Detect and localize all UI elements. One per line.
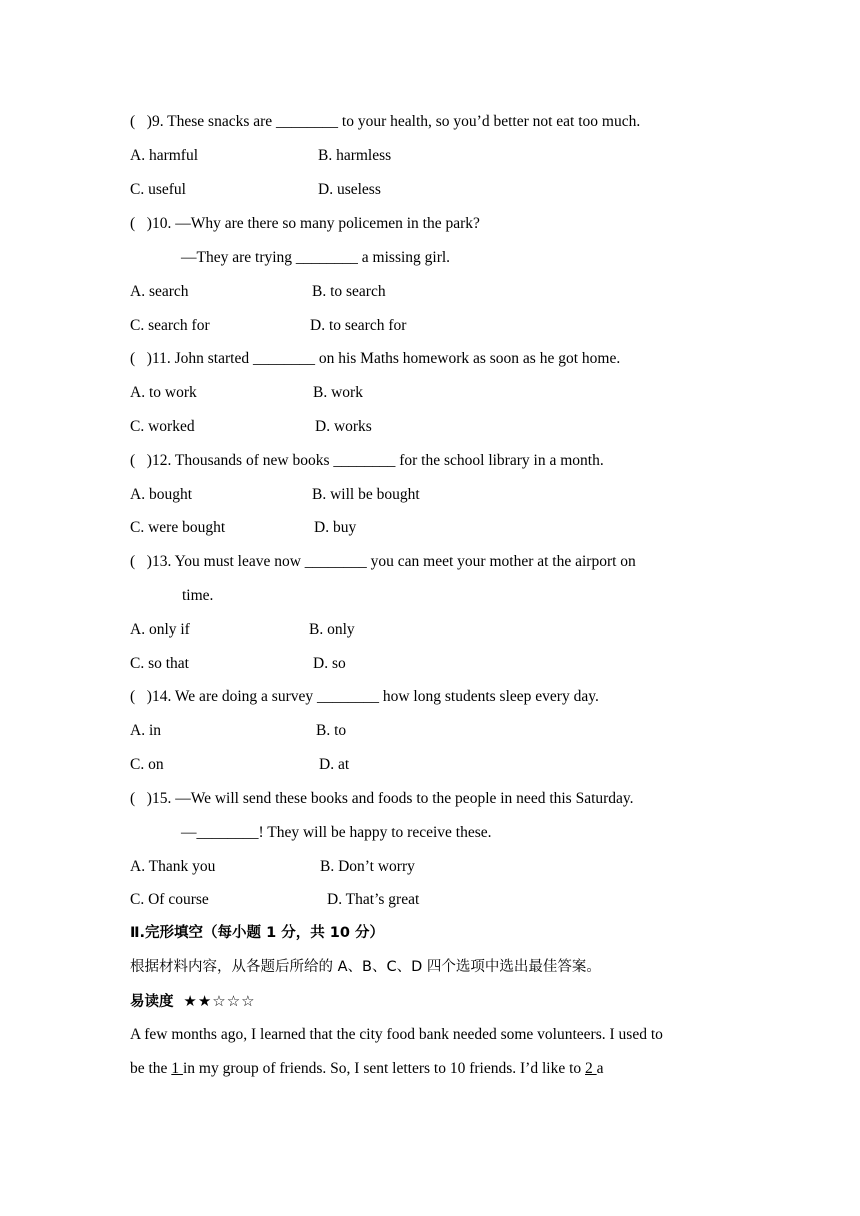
- blank-1: 1: [171, 1060, 183, 1077]
- q10-option-a: A. search: [130, 283, 189, 300]
- question-10-stem: ( )10. —Why are there so many policemen in the park?: [130, 215, 480, 232]
- q13-option-b: B. only: [309, 621, 355, 638]
- difficulty-row: [130, 991, 256, 1012]
- passage-line-2: [130, 1059, 604, 1079]
- q14-option-d: D. at: [319, 756, 350, 773]
- q11-option-d: D. works: [315, 418, 372, 435]
- question-13-stem: ( )13. You must leave now ________ you can meet your mother at the airport on: [130, 553, 636, 570]
- passage-text-c: a: [596, 1060, 604, 1077]
- q13-option-c: C. so that: [130, 655, 189, 672]
- q9-option-a: A. harmful: [130, 147, 199, 164]
- q13-option-d: D. so: [313, 655, 346, 672]
- section-2-instruction: 根据材料内容，从各题后所给的 A、B、C、D 四个选项中选出最佳答案。: [130, 959, 601, 975]
- q11-option-c: C. worked: [130, 418, 195, 435]
- passage-text-b: in my group of friends. So, I sent letters to 10 friends. I’d like to: [182, 1060, 586, 1077]
- question-11-stem: ( )11. John started ________ on his Maths homework as soon as he got home.: [130, 350, 621, 367]
- passage-line-1: A few months ago, I learned that the city food bank needed some volunteers. I used to: [130, 1026, 663, 1043]
- q15-option-a: A. Thank you: [130, 858, 216, 875]
- q14-option-a: A. in: [130, 722, 161, 739]
- question-10-stem-line2: —They are trying ________ a missing girl.: [181, 249, 451, 266]
- q15-option-d: D. That’s great: [327, 891, 420, 908]
- q15-option-b: B. Don’t worry: [320, 858, 415, 875]
- question-9-stem: ( )9. These snacks are ________ to your health, so you’d better not eat too much.: [130, 113, 641, 130]
- q10-option-b: B. to search: [312, 283, 386, 300]
- q11-option-a: A. to work: [130, 384, 197, 401]
- q9-option-d: D. useless: [318, 181, 381, 198]
- q12-option-c: C. were bought: [130, 519, 226, 536]
- q12-option-b: B. will be bought: [312, 486, 420, 503]
- difficulty-label: 易读度: [130, 994, 174, 1010]
- question-14-stem: ( )14. We are doing a survey ________ how long students sleep every day.: [130, 688, 599, 705]
- question-15-stem: ( )15. —We will send these books and foods to the people in need this Saturday.: [130, 790, 634, 807]
- q10-option-d: D. to search for: [310, 317, 407, 334]
- q14-option-c: C. on: [130, 756, 164, 773]
- question-12-stem: ( )12. Thousands of new books ________ for the school library in a month.: [130, 452, 604, 469]
- q9-option-c: C. useful: [130, 181, 186, 198]
- difficulty-stars: ★★☆☆☆: [183, 992, 256, 1010]
- q13-option-a: A. only if: [130, 621, 190, 638]
- question-15-stem-line2: —________! They will be happy to receive these.: [181, 824, 492, 841]
- q11-option-b: B. work: [313, 384, 363, 401]
- q10-option-c: C. search for: [130, 317, 210, 334]
- section-2-heading: Ⅱ.完形填空（每小题 1 分，共 10 分）: [130, 925, 385, 941]
- q12-option-a: A. bought: [130, 486, 192, 503]
- q9-option-b: B. harmless: [318, 147, 392, 164]
- passage-text-a: be the: [130, 1060, 172, 1077]
- q15-option-c: C. Of course: [130, 891, 209, 908]
- blank-2: 2: [585, 1060, 597, 1077]
- q12-option-d: D. buy: [314, 519, 357, 536]
- question-13-stem-line2: time.: [182, 587, 214, 604]
- q14-option-b: B. to: [316, 722, 347, 739]
